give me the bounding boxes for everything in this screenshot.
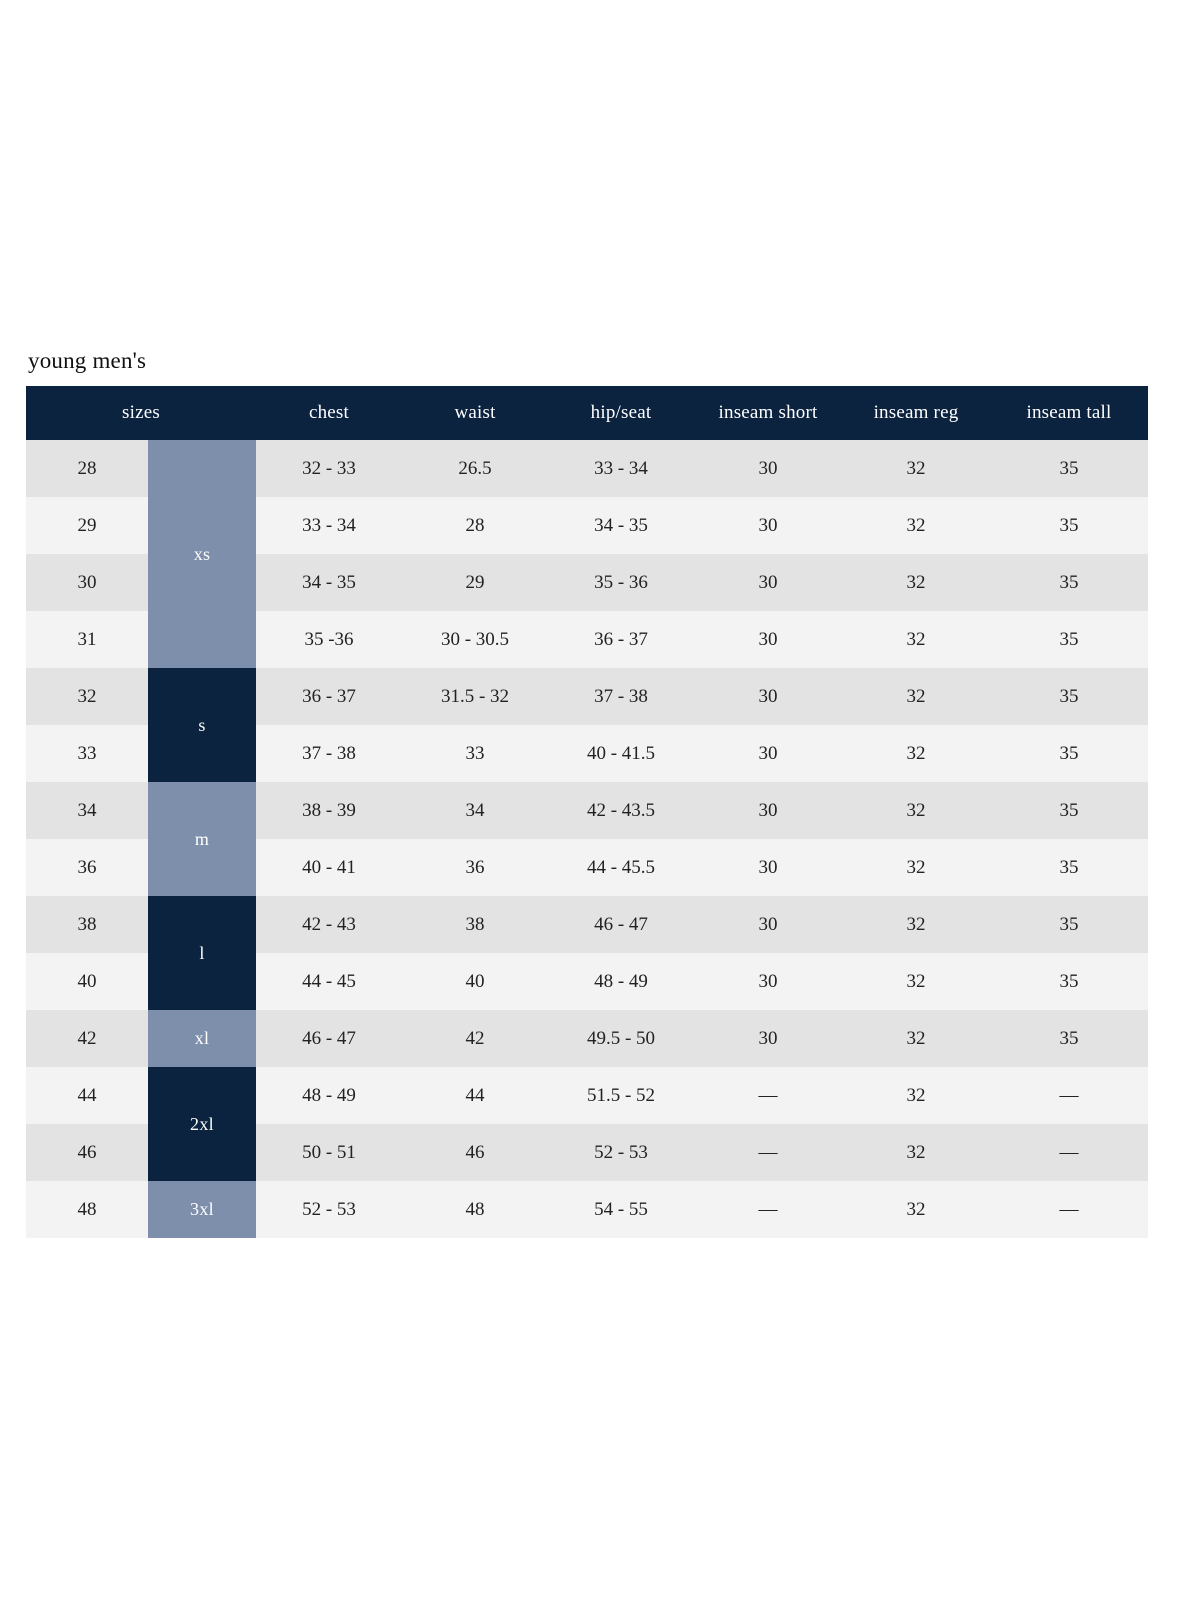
cell-size: 31 xyxy=(26,611,148,668)
cell-inseam-short: 30 xyxy=(694,725,842,782)
cell-hip-seat: 48 - 49 xyxy=(548,953,694,1010)
cell-inseam-reg: 32 xyxy=(842,440,990,497)
cell-waist: 26.5 xyxy=(402,440,548,497)
column-header-sizes: sizes xyxy=(26,386,256,440)
cell-hip-seat: 52 - 53 xyxy=(548,1124,694,1181)
cell-hip-seat: 46 - 47 xyxy=(548,896,694,953)
cell-inseam-short: — xyxy=(694,1181,842,1238)
cell-size: 40 xyxy=(26,953,148,1010)
cell-hip-seat: 37 - 38 xyxy=(548,668,694,725)
cell-chest: 42 - 43 xyxy=(256,896,402,953)
table-header-row xyxy=(26,386,1148,440)
cell-inseam-tall: 35 xyxy=(990,668,1148,725)
cell-waist: 44 xyxy=(402,1067,548,1124)
cell-letter-size: m xyxy=(148,782,256,896)
cell-waist: 38 xyxy=(402,896,548,953)
cell-chest: 35 -36 xyxy=(256,611,402,668)
cell-size: 38 xyxy=(26,896,148,953)
cell-inseam-reg: 32 xyxy=(842,668,990,725)
page-title: young men's xyxy=(28,348,147,373)
cell-inseam-short: 30 xyxy=(694,782,842,839)
cell-inseam-tall: 35 xyxy=(990,497,1148,554)
cell-inseam-short: 30 xyxy=(694,896,842,953)
cell-letter-size: xs xyxy=(148,440,256,668)
cell-letter-size: s xyxy=(148,668,256,782)
column-header-inseam-reg: inseam reg xyxy=(842,386,990,440)
cell-inseam-reg: 32 xyxy=(842,839,990,896)
cell-waist: 46 xyxy=(402,1124,548,1181)
cell-size: 34 xyxy=(26,782,148,839)
cell-size: 36 xyxy=(26,839,148,896)
cell-size: 48 xyxy=(26,1181,148,1238)
cell-waist: 31.5 - 32 xyxy=(402,668,548,725)
cell-inseam-reg: 32 xyxy=(842,1010,990,1067)
table-row xyxy=(26,1181,1148,1238)
size-chart-table xyxy=(26,386,1148,1238)
table-row xyxy=(26,1067,1148,1124)
cell-chest: 46 - 47 xyxy=(256,1010,402,1067)
cell-inseam-reg: 32 xyxy=(842,554,990,611)
cell-inseam-reg: 32 xyxy=(842,896,990,953)
cell-chest: 32 - 33 xyxy=(256,440,402,497)
cell-hip-seat: 34 - 35 xyxy=(548,497,694,554)
cell-chest: 44 - 45 xyxy=(256,953,402,1010)
cell-inseam-short: 30 xyxy=(694,440,842,497)
cell-inseam-tall: 35 xyxy=(990,896,1148,953)
cell-inseam-short: 30 xyxy=(694,554,842,611)
cell-waist: 33 xyxy=(402,725,548,782)
cell-inseam-short: 30 xyxy=(694,668,842,725)
cell-size: 42 xyxy=(26,1010,148,1067)
size-chart-sheet xyxy=(26,348,1148,1238)
cell-inseam-short: — xyxy=(694,1124,842,1181)
cell-size: 44 xyxy=(26,1067,148,1124)
cell-hip-seat: 44 - 45.5 xyxy=(548,839,694,896)
cell-size: 32 xyxy=(26,668,148,725)
cell-inseam-reg: 32 xyxy=(842,1181,990,1238)
cell-chest: 50 - 51 xyxy=(256,1124,402,1181)
table-row xyxy=(26,1010,1148,1067)
cell-waist: 34 xyxy=(402,782,548,839)
cell-inseam-tall: 35 xyxy=(990,782,1148,839)
cell-letter-size: 2xl xyxy=(148,1067,256,1181)
cell-inseam-reg: 32 xyxy=(842,782,990,839)
cell-inseam-tall: 35 xyxy=(990,839,1148,896)
table-row xyxy=(26,896,1148,953)
cell-inseam-tall: 35 xyxy=(990,725,1148,782)
cell-inseam-tall: 35 xyxy=(990,554,1148,611)
cell-inseam-reg: 32 xyxy=(842,611,990,668)
cell-chest: 37 - 38 xyxy=(256,725,402,782)
cell-hip-seat: 54 - 55 xyxy=(548,1181,694,1238)
cell-chest: 34 - 35 xyxy=(256,554,402,611)
cell-hip-seat: 40 - 41.5 xyxy=(548,725,694,782)
cell-waist: 36 xyxy=(402,839,548,896)
table-header xyxy=(26,386,1148,440)
cell-waist: 29 xyxy=(402,554,548,611)
column-header-waist: waist xyxy=(402,386,548,440)
cell-inseam-short: 30 xyxy=(694,953,842,1010)
cell-inseam-reg: 32 xyxy=(842,1124,990,1181)
cell-size: 28 xyxy=(26,440,148,497)
cell-inseam-tall: 35 xyxy=(990,611,1148,668)
cell-inseam-tall: — xyxy=(990,1124,1148,1181)
table-body xyxy=(26,440,1148,1238)
cell-waist: 42 xyxy=(402,1010,548,1067)
cell-inseam-tall: — xyxy=(990,1067,1148,1124)
cell-chest: 48 - 49 xyxy=(256,1067,402,1124)
cell-waist: 48 xyxy=(402,1181,548,1238)
cell-hip-seat: 49.5 - 50 xyxy=(548,1010,694,1067)
table-row xyxy=(26,440,1148,497)
cell-letter-size: xl xyxy=(148,1010,256,1067)
cell-inseam-reg: 32 xyxy=(842,1067,990,1124)
column-header-hip-seat: hip/seat xyxy=(548,386,694,440)
cell-chest: 33 - 34 xyxy=(256,497,402,554)
cell-inseam-short: 30 xyxy=(694,1010,842,1067)
cell-letter-size: 3xl xyxy=(148,1181,256,1238)
cell-chest: 38 - 39 xyxy=(256,782,402,839)
cell-letter-size: l xyxy=(148,896,256,1010)
cell-chest: 52 - 53 xyxy=(256,1181,402,1238)
cell-size: 46 xyxy=(26,1124,148,1181)
cell-hip-seat: 36 - 37 xyxy=(548,611,694,668)
cell-size: 29 xyxy=(26,497,148,554)
cell-inseam-tall: 35 xyxy=(990,1010,1148,1067)
cell-inseam-short: 30 xyxy=(694,839,842,896)
cell-inseam-tall: — xyxy=(990,1181,1148,1238)
cell-chest: 40 - 41 xyxy=(256,839,402,896)
cell-inseam-reg: 32 xyxy=(842,497,990,554)
cell-hip-seat: 51.5 - 52 xyxy=(548,1067,694,1124)
cell-size: 30 xyxy=(26,554,148,611)
cell-inseam-short: — xyxy=(694,1067,842,1124)
cell-chest: 36 - 37 xyxy=(256,668,402,725)
cell-hip-seat: 33 - 34 xyxy=(548,440,694,497)
cell-hip-seat: 35 - 36 xyxy=(548,554,694,611)
cell-inseam-reg: 32 xyxy=(842,725,990,782)
cell-size: 33 xyxy=(26,725,148,782)
cell-waist: 40 xyxy=(402,953,548,1010)
cell-inseam-tall: 35 xyxy=(990,953,1148,1010)
cell-waist: 30 - 30.5 xyxy=(402,611,548,668)
cell-hip-seat: 42 - 43.5 xyxy=(548,782,694,839)
column-header-inseam-tall: inseam tall xyxy=(990,386,1148,440)
column-header-chest: chest xyxy=(256,386,402,440)
table-row xyxy=(26,782,1148,839)
column-header-inseam-short: inseam short xyxy=(694,386,842,440)
cell-waist: 28 xyxy=(402,497,548,554)
cell-inseam-short: 30 xyxy=(694,497,842,554)
cell-inseam-tall: 35 xyxy=(990,440,1148,497)
table-row xyxy=(26,668,1148,725)
cell-inseam-short: 30 xyxy=(694,611,842,668)
cell-inseam-reg: 32 xyxy=(842,953,990,1010)
